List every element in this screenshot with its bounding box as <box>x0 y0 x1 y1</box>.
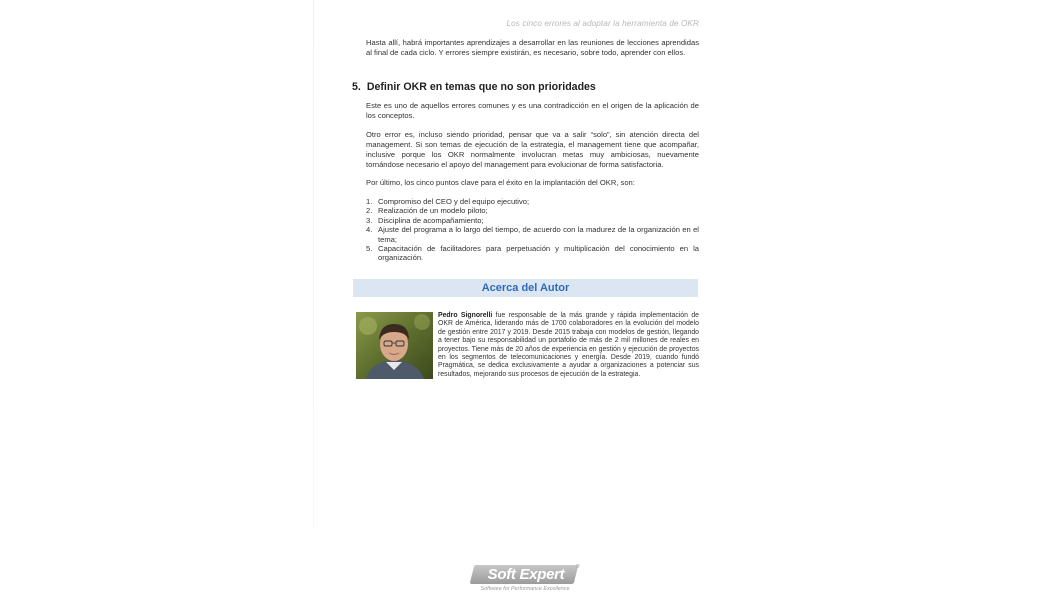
section-heading <box>352 81 596 93</box>
author-name: Pedro Signorelli <box>438 312 493 319</box>
list-item: 1. Compromiso del CEO y del equipo ejecutivo; <box>366 197 530 206</box>
section-title: Definir OKR en temas que no son prioridades <box>366 81 596 93</box>
running-header: Los cinco errores al adoptar la herramienta de OKR <box>506 19 699 28</box>
softexpert-logo <box>470 564 582 596</box>
author-bio-text: fue responsable de la más grande y rápida implementación de OKR de América, liderando más de 1700 colaboradores en la evolución del modelo de gestión entre 2017 y 2019. Desde 2015 trabaja con modelos de gestión, llegando a tener bajo su responsabilidad un portafolio de más de 2 mil millones de reales en proyectos. Tiene más de 20 años de experiencia en gestión y ejecución de proyectos en los segmentos de telecomunicaciones y energía. Desde 2019, cuando fundó Pragmática, se dedica exclusivamente a ayudar a organizaciones a potenciar sus resultados, mejorando sus procesos de ejecución de la estrategia. <box>438 312 699 378</box>
logo-tagline: Software for Performance Excellence <box>480 586 570 592</box>
author-heading: Acerca del Autor <box>353 279 698 297</box>
section-number: 5. <box>352 81 361 93</box>
list-item: 5. Capacitación de facilitadores para perpetuación y multiplicación del conocimiento en la organización. <box>366 244 699 263</box>
logo-text: Soft Expert <box>487 566 565 583</box>
page-edge <box>313 0 314 528</box>
section-paragraph-1: Este es uno de aquellos errores comunes y es una contradicción en el origen de la aplicación de los conceptos. <box>366 101 699 120</box>
list-item: 4. Ajuste del programa a lo largo del tiempo, de acuerdo con la madurez de la organización en el tema; <box>366 225 699 244</box>
logo-registered-mark: ® <box>576 564 580 570</box>
list-item: 2. Realización de un modelo piloto; <box>366 206 488 216</box>
section-paragraph-2: Otro error es, incluso siendo prioridad, pensar que va a salir “solo”, sin atención directa del management. Si son temas de ejecución de la estrategia, el management tiene que acompañar, inclusive porque los OKR normalmente involucran metas muy ambiciosas, nuevamente tornándose necesario el apoyo del management para evolucionar de forma satisfactoria. <box>366 130 699 169</box>
key-points-list <box>366 197 699 263</box>
author-photo <box>356 312 433 379</box>
author-bio <box>438 312 699 379</box>
list-item: 3. Disciplina de acompañamiento; <box>366 215 484 225</box>
intro-paragraph: Hasta allí, habrá importantes aprendizajes a desarrollar en las reuniones de lecciones aprendidas al final de cada ciclo. Y errores siempre existirán, es necesario, sobre todo, aprender con ellos. <box>366 38 699 57</box>
section-paragraph-3: Por último, los cinco puntos clave para el éxito en la implantación del OKR, son: <box>366 178 635 187</box>
